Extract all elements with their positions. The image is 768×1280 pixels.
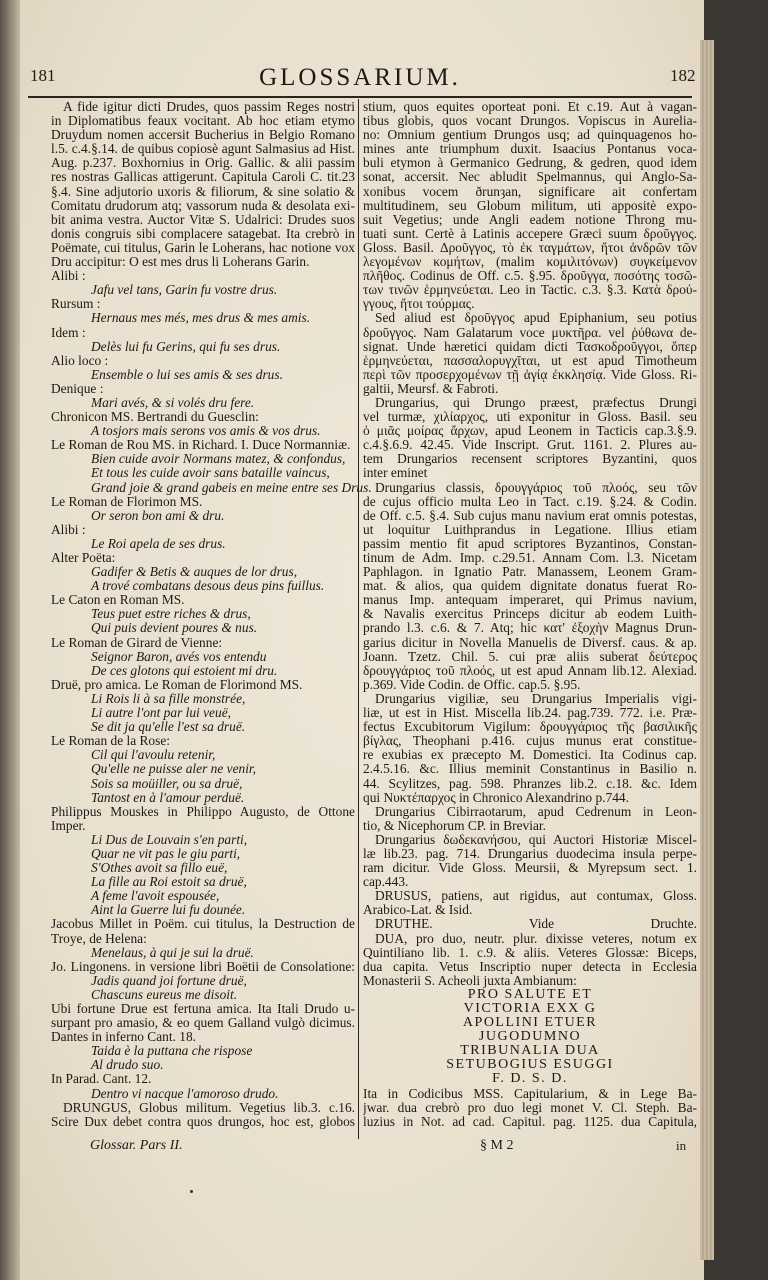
verse-line: Tantost en à l'amour perduë. [91, 789, 245, 805]
verse-line: De ces glotons qui estoient mi dru. [91, 662, 278, 678]
text-line: Drungarius δωδεκανήσου, qui Auctori Historiæ Miscel- [375, 832, 697, 847]
text-line: bit anima vestra. Auctor Vitæ S. Udalrici: Drudes suos [51, 212, 355, 227]
verse-line: S'Othes avoit sa fillo euë, [91, 860, 228, 876]
text-line: c.4.§.6.9. 42.45. Vide Inscript. Grut. 1161. 2. Plures au- [363, 438, 697, 453]
text-line: Idem : [51, 324, 86, 340]
inscription-line: SETUBOGIUS ESUGGI [446, 1057, 614, 1073]
ink-speck [190, 1190, 193, 1193]
verse-line: Le Roi apela de ses drus. [91, 535, 226, 551]
verse-line: Cil qui l'avoulu retenir, [91, 747, 216, 763]
text-line: των τινῶν ἑρμηνεύεται. Leo in Tactic. c.3. §.3. Κατὰ δρού- [363, 283, 697, 298]
verse-line: Teus puet estre riches & drus, [91, 606, 251, 622]
verse-line: La fille au Roi estoit sa druë, [91, 874, 247, 890]
page-number-left: 181 [30, 66, 56, 85]
text-line: de cujus officio multa Leo in Tact. c.19. §.24. & Codin. [363, 494, 697, 509]
text-line: Drungarius Cibirraotarum, apud Cedrenum in Leon- [375, 804, 697, 819]
verse-line: Or seron bon ami & dru. [91, 507, 225, 523]
text-line: πλῆθος. Codinus de Off. c.5. §.95. δροῦγγα, ποσότης τοσῶ- [363, 269, 697, 284]
text-line: Troye, de Helena: [51, 930, 147, 946]
text-line: ὁ μιᾶς μοίρας ἄρχων, apud Leonem in Tacticis cap.3.§.9. [363, 424, 697, 439]
text-line: no: Omnium gentium Drungos usq; ad quinquagenos ho- [363, 128, 697, 143]
text-line: luzius in Not. ad cad. Capitul. pag. 1125. dua Capitula, [363, 1114, 697, 1129]
verse-line: Se dit ja qu'elle l'est sa druë. [91, 719, 246, 735]
text-line: surpant pro amasio, & eo quem Galland vulgò dicimus. [51, 1016, 355, 1031]
text-line: re exubias ex præcepto M. Domestici. Ita Codinus cap. [363, 748, 697, 763]
text-line: garius dicitur in Novella Manuelis de Diversf. caus. & ap. [363, 635, 697, 650]
text-line: Monasterii S. Acheoli juxta Ambianum: [363, 972, 577, 988]
text-line: ram dicitur. Vide Gloss. Meursii, & Myrepsum sect. 1. [363, 861, 697, 876]
text-line: Le Roman de Girard de Vienne: [51, 634, 223, 650]
text-line: Aug. p.237. Boxhornius in Orig. Gallic. & alii passim [51, 156, 355, 171]
verse-line: Sois sa moüiller, ou sa druë, [91, 775, 243, 791]
text-line: Gloss. Basil. Δροῦγγος, τὸ ἐκ ταγμάτων, ἤτοι ἀνδρῶν τῶν [363, 240, 697, 255]
text-line: & Navalis exercitus Princeps dicitur ab eodem Luith- [363, 607, 697, 622]
text-line: inter eminet [363, 465, 428, 481]
text-line: galtii, Meursf. & Fabroti. [363, 380, 499, 396]
text-line: stium, quos equites oporteat poni. Et c.19. Aut à vagan- [363, 100, 697, 114]
running-title: GLOSSARIUM. [259, 64, 461, 91]
text-line: DUA, pro duo, neutr. plur. dixisse veteres, notum ex [375, 931, 697, 946]
text-line: Drungarius classis, δρουγγάριος τοῦ πλοός, seu τῶν [375, 480, 697, 495]
verse-line: Al drudo suo. [91, 1057, 164, 1073]
text-line: suit Vegetius; unde Angli eadem notione Throng mu- [363, 212, 697, 227]
page-edges [700, 40, 714, 1260]
left-column [51, 100, 372, 1129]
text-line: sonat, accersit. Nec abludit Spelmannus, qui Anglo-Sa- [363, 170, 697, 185]
text-line: Jo. Lingonens. in versione libri Boëtii de Consolatione: [51, 959, 355, 974]
text-line: passim mentio fit apud scriptores Byzantinos, Constan- [363, 536, 697, 551]
right-column [363, 100, 697, 1129]
column-divider [358, 99, 359, 1139]
text-line: Dru accipitur: O est mes drus li Loherans Garin. [51, 254, 310, 270]
text-line: Le Roman de la Rose: [51, 733, 170, 749]
text-line: Joann. Tzetz. Chil. 5. cui præ aliis suberat δεύτερος [363, 649, 697, 664]
text-line: δροῦγγος. Nam Galatarum voce μυκτῆρα. vel ῥύθωνα de- [363, 325, 697, 340]
text-line: multitudinem, seu Globum militum, uti appositè expo- [363, 198, 697, 213]
verse-line: Li autre l'ont par lui veuë, [91, 705, 231, 721]
text-line: βίγλας, Theophani p.416. cujus munus erat constitue- [363, 734, 697, 749]
verse-line: Menelaus, à qui je sui la druë. [91, 944, 254, 960]
text-line: Ita in Codicibus MSS. Capitularium, & in Lege Ba- [363, 1086, 697, 1101]
catchword: in [676, 1138, 687, 1153]
verse-line: Mari avés, & si volés dru fere. [91, 394, 255, 410]
verse-line: A tosjors mais serons vos amis & vos drus. [91, 423, 321, 439]
verse-line: Ensemble o lui ses amis & ses drus. [91, 366, 283, 382]
text-line: p.369. Vide Codin. de Offic. cap.5. §.95. [363, 676, 581, 692]
text-line: Philippus Mouskes in Philippo Augusto, de Ottone [51, 804, 355, 819]
verse-line: Jafu vel tans, Garin fu vostre drus. [91, 282, 278, 298]
text-line: cap.443. [363, 874, 409, 890]
text-line: Druydum nomen accersit Bucherius in Belgio Romano [51, 128, 355, 143]
verse-line: Qui puis devient poures & nus. [91, 620, 258, 636]
text-line: Paphlagon. in Ignatio Patr. Manassem, Leonem Gram- [363, 565, 697, 580]
text-line: Rursum : [51, 296, 101, 312]
text-line: læ lib.23. pag. 714. Drungarius duodecima insula perpe- [363, 846, 697, 861]
text-line: Scire Dux debet contra quos drungos, hoc est, globos [51, 1114, 355, 1129]
text-line: mat. & alios, qua quidem dignitate donatus fuerat Ro- [363, 579, 697, 594]
text-line: Alter Poëta: [51, 550, 116, 565]
text-line: Alio loco : [51, 352, 109, 368]
text-line: In Parad. Cant. 12. [51, 1071, 152, 1087]
text-line: vel turmæ, χιλίαρχος, uti exponitur in Gloss. Basil. seu [363, 410, 697, 425]
verse-line: Seignor Baron, avés vos entendu [91, 648, 267, 664]
inscription-line: TRIBUNALIA DUA [460, 1043, 600, 1059]
text-line: 44. Scylitzes, pag. 598. Phranzes lib.2. c.18. &c. Idem [363, 776, 697, 791]
signature-left: Glossar. Pars II. [90, 1138, 183, 1153]
text-line: Comitatu drudorum atq; vassorum nuda & desolata exi- [51, 198, 355, 213]
text-line: 2.4.5.16. &c. Illius meminit Constantinus in Basilio n. [363, 762, 697, 777]
signature-mark: § M 2 [480, 1138, 514, 1153]
verse-line: Delès lui fu Gerins, qui fu ses drus. [91, 338, 281, 354]
text-line: Druë, pro amica. Le Roman de Florimond MS. [51, 676, 303, 692]
verse-line: Grand joie & grand gabeis en meine entre ses Drus. [91, 479, 372, 495]
verse-line: Et tous les cuide avoir sans bataille vaincus, [91, 465, 330, 481]
verse-line: Qu'elle ne puisse aler ne venir, [91, 761, 256, 777]
text-line: dua capita. Vetus Inscriptio nuper detecta in Ecclesia [363, 959, 697, 974]
text-line: Imper. [51, 817, 86, 833]
text-line: Dantes in inferno Cant. 18. [51, 1029, 197, 1045]
text-line: tibus globis, quos vocant Drungos. Vopiscus in Aurelia- [363, 114, 697, 129]
text-line: Sed aliud est δροῦγγος apud Epiphanium, seu potius [375, 311, 697, 326]
text-line: prando l.3. c.6. & 7. Atq; hic κατ' ἐξοχὴν Magnus Drun- [363, 621, 697, 636]
text-line: Denique : [51, 380, 104, 396]
verse-line: Bien cuide avoir Normans matez, & confondus, [91, 451, 346, 467]
text-line: tem Drungarios recensent scriptores Byzantini, quos [363, 452, 697, 467]
verse-line: Chascuns eureus me disoit. [91, 986, 238, 1002]
inscription-line: JUGODUMNO [478, 1029, 582, 1045]
text-line: buli etymon à Germanico Gedrung, & gedren, quod idem [363, 156, 697, 171]
text-line: manus Imp. antequam imperaret, qui Primus navium, [363, 593, 697, 608]
text-line: Le Caton en Roman MS. [51, 592, 185, 608]
text-line: Le Roman de Florimon MS. [51, 493, 203, 509]
verse-line: A trové combatans desous deus pins fuillus. [91, 578, 325, 594]
text-line: Alibi : [51, 521, 86, 537]
text-line: tinum de Adm. Imp. c.29.51. Annam Com. l.3. Nicetam [363, 551, 697, 565]
inscription-line: VICTORIA EXX G [463, 1001, 597, 1016]
text-line: A fide igitur dicti Drudes, quos passim Reges nostri [63, 100, 355, 114]
verse-line: Li Dus de Louvain s'en parti, [91, 831, 248, 847]
text-line: Alibi : [51, 268, 86, 284]
text-line: δρουγγάριος τοῦ πλοός, ut est apud Annam lib.12. Alexiad. [363, 663, 697, 678]
text-line: Quintiliano lib. 1. c.9. & aliis. Veteres Glossæ: Biceps, [363, 945, 697, 960]
inscription-line: PRO SALUTE ET [467, 986, 593, 1002]
verse-line: A feme l'avoit espousée, [91, 888, 220, 904]
text-line: Chronicon MS. Bertrandi du Guesclin: [51, 409, 259, 425]
page-number-right: 182 [670, 66, 696, 85]
text-line: ἑρμηνεύεται, πασσαλορυγχῖται, ut est apud Timotheum [363, 353, 697, 368]
text-line: γγους, ἤτοι τούρμας. [363, 296, 475, 312]
text-line: Ubi fortune Drue est fertuna amica. Ita Itali Drudo u- [51, 1002, 355, 1016]
verse-line: Gadifer & Betis & auques de lor drus, [91, 564, 298, 580]
text-line: donis congruis sibi complacere satagebat. Ita crebrò in [51, 226, 355, 241]
text-line: tio, & Nicephorum CP. in Breviar. [363, 817, 546, 833]
verse-line: Aint la Guerre lui fu dounée. [91, 902, 246, 918]
text-line: Drungarius vigiliæ, seu Drungarius Imperialis vigi- [375, 691, 697, 706]
header-rule [28, 96, 692, 97]
text-line: Arabico-Lat. & Isid. [363, 902, 473, 918]
text-line: περὶ τῶν προσερχομένων τῇ ἁγίᾳ ἐκκλησίᾳ. Vide Gloss. Ri- [363, 367, 697, 382]
text-line: DRUNGUS, Globus militum. Vegetius lib.3. c.16. [63, 1100, 355, 1115]
text-line: res nostras Gallicas attigerunt. Capitula Caroli C. tit.23 [51, 170, 355, 185]
verse-line: Hernaus mes més, mes drus & mes amis. [91, 310, 311, 326]
text-line: qui Νυκτέπαρχος in Chronico Alexandrino p.744. [363, 789, 629, 805]
verse-line: Li Rois li à sa fille monstrée, [91, 690, 246, 706]
text-line: xonibus vocem ðrunȝan, significare ait confertam [363, 184, 697, 199]
text-line: l.5. c.4.§.14. de quibus copiosè agunt Salmasius ad Hist. [51, 142, 355, 157]
text-line: liæ, ut est in Hist. Miscella lib.24. pag.739. 772. i.e. Præ- [363, 706, 697, 721]
text-line: Jacobus Millet in Poëm. cui titulus, la Destruction de [51, 917, 355, 932]
text-line: in Diplomatibus feaux vocitant. Ab hoc etiam etymo [51, 114, 355, 129]
text-line: Poëmate, cui titulus, Garin le Loherans, hac notione vox [51, 240, 355, 255]
verse-line: Quar ne vit pas le giu parti, [91, 845, 241, 861]
text-line: DRUSUS, patiens, aut rigidus, aut contumax, Gloss. [375, 889, 697, 904]
text-line: tuati sunt. Certè à Latinis accepere Græci suum δροῦγγος. [363, 226, 697, 241]
text-line: jwar. dua crebrò pro duo legi monet V. Cl. Steph. Ba- [363, 1100, 697, 1115]
verse-line: Jadis quand joi fortune druë, [91, 972, 247, 988]
text-line: Le Roman de Rou MS. in Richard. I. Duce Normanniæ. [51, 437, 351, 453]
text-line: mines ante triumphum duxit. Isaacius Pontanus voca- [363, 142, 697, 157]
text-line: de Off. c.5. §.4. Sub cujus manu navium erat omnis potestas, [363, 508, 697, 523]
text-line: Drungarius, qui Drungo præest, præfectus Drungi [375, 395, 697, 410]
inscription-line: APOLLINI ETUER [462, 1015, 598, 1031]
text-line: signat. Unde hæretici quidam dicti Τασκοδροῦγγοι, ὅπερ [363, 339, 697, 354]
text-line: fectus Excubitorum Vigilum: δρουγγάριος τῆς βασιλικῆς [363, 720, 697, 735]
verse-line: Taida è la puttana che rispose [91, 1043, 253, 1059]
verse-line: Dentro vi nacque l'amoroso drudo. [91, 1085, 279, 1101]
text-line: ut loquitur Luithprandus in Legatione. Illius etiam [363, 522, 697, 537]
inscription-line: F. D. S. D. [492, 1071, 568, 1087]
text-line: §.4. Sine adjutorio uxoris & filiorum, & sine solatio & [51, 184, 355, 199]
text-line: λεγομένων κομήτων, (malim κομιλιτόνων) συγκείμενον [363, 255, 697, 270]
text-line: DRUTHE. Vide Druchte. [375, 917, 697, 932]
